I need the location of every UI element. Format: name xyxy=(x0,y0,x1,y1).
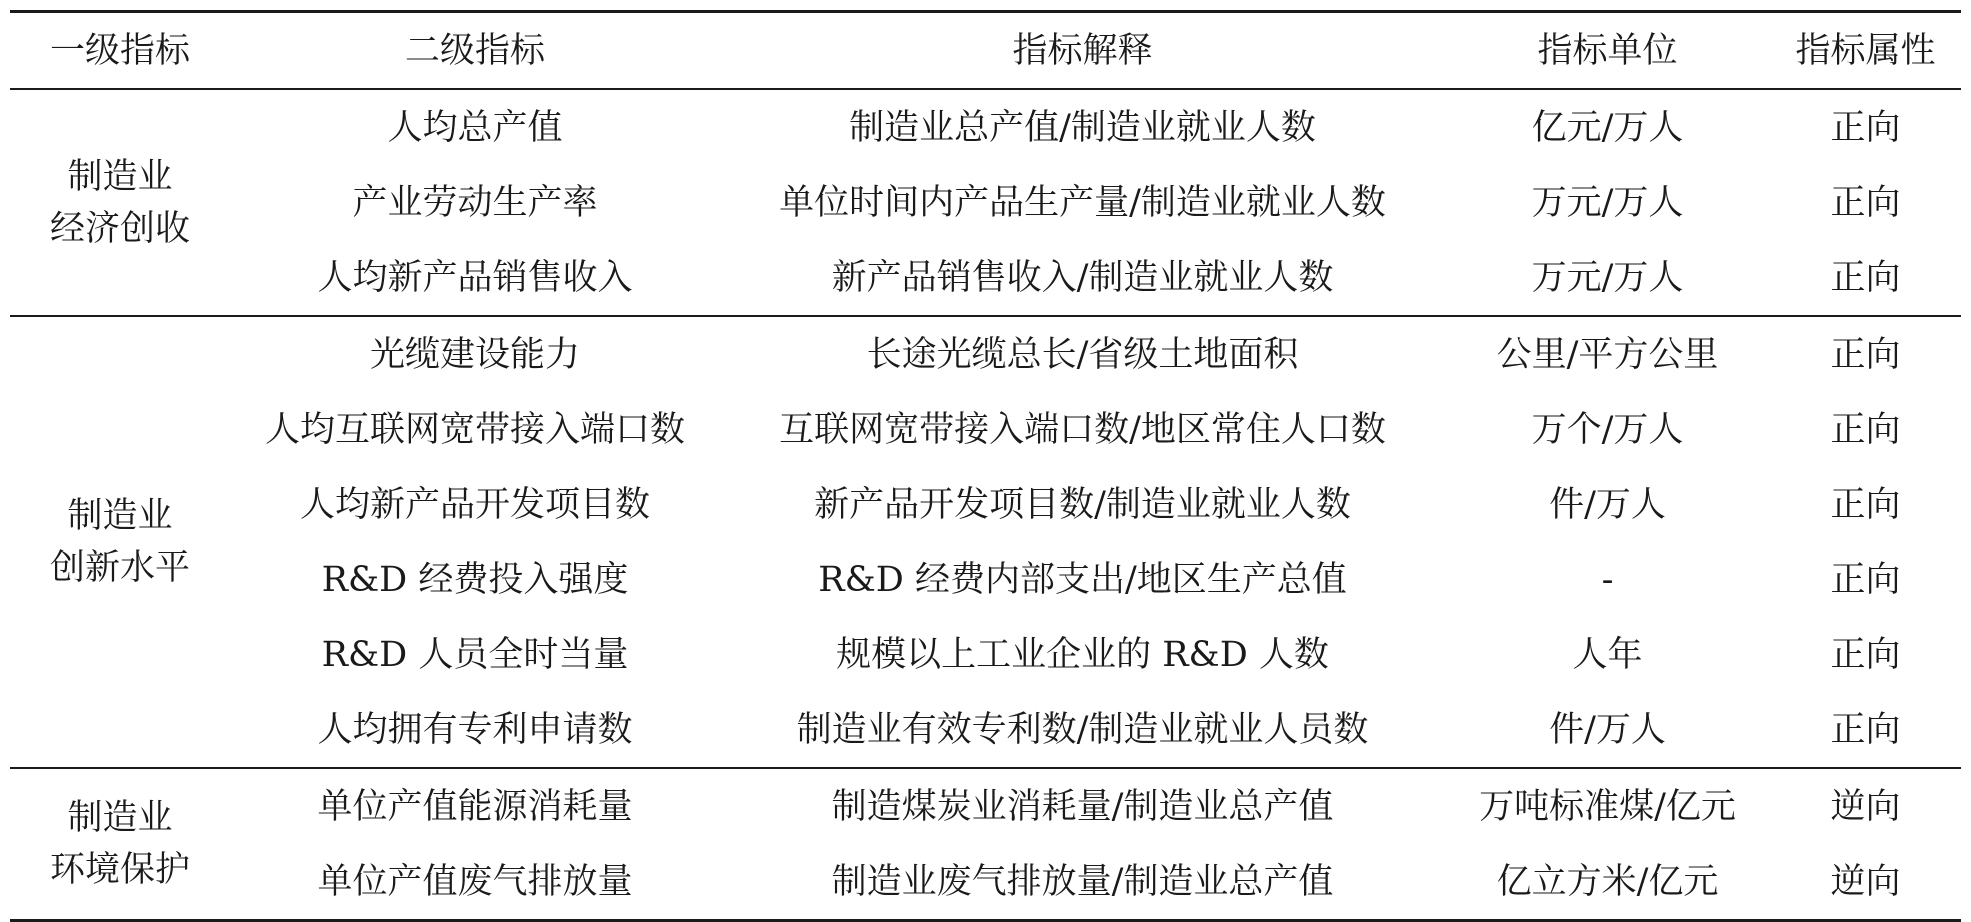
indicator-attribute: 正向 xyxy=(1830,409,1901,450)
group-label xyxy=(10,90,230,315)
indicator-name: R&D 人员全时当量 xyxy=(321,634,629,675)
table-header-row xyxy=(10,13,1961,90)
indicator-unit: 公里/平方公里 xyxy=(1496,334,1719,375)
table-row xyxy=(230,90,1961,165)
indicator-name: 产业劳动生产率 xyxy=(352,182,598,223)
indicator-unit: 万元/万人 xyxy=(1531,257,1684,298)
indicator-attribute: 正向 xyxy=(1830,334,1901,375)
group-economic-revenue xyxy=(10,90,1961,315)
indicator-explanation: 长途光缆总长/省级土地面积 xyxy=(866,334,1299,375)
indicator-attribute: 正向 xyxy=(1830,257,1901,298)
indicator-unit: 件/万人 xyxy=(1549,484,1666,525)
indicator-unit: 亿元/万人 xyxy=(1531,107,1684,148)
indicator-explanation: 单位时间内产品生产量/制造业就业人数 xyxy=(779,182,1386,223)
indicator-unit: - xyxy=(1601,559,1614,600)
indicator-table xyxy=(10,10,1961,922)
group-label-line: 创新水平 xyxy=(49,548,190,588)
header-level1: 一级指标 xyxy=(49,30,190,71)
indicator-attribute: 正向 xyxy=(1830,709,1901,750)
group-environmental-protection xyxy=(10,767,1961,919)
indicator-unit: 人年 xyxy=(1572,634,1643,675)
indicator-name: 人均新产品销售收入 xyxy=(317,257,633,298)
table-row xyxy=(230,240,1961,315)
indicator-name: 人均互联网宽带接入端口数 xyxy=(264,409,685,450)
table-row xyxy=(230,692,1961,767)
indicator-attribute: 正向 xyxy=(1830,107,1901,148)
group-label-line: 制造业 xyxy=(67,496,173,536)
header-attribute: 指标属性 xyxy=(1795,30,1936,71)
header-unit: 指标单位 xyxy=(1537,30,1678,71)
group-label-line: 制造业 xyxy=(67,798,173,838)
indicator-name: 人均总产值 xyxy=(387,107,563,148)
indicator-explanation: 新产品销售收入/制造业就业人数 xyxy=(831,257,1334,298)
indicator-name: 人均新产品开发项目数 xyxy=(299,484,650,525)
indicator-attribute: 正向 xyxy=(1830,484,1901,525)
indicator-name: 单位产值能源消耗量 xyxy=(317,786,633,827)
indicator-explanation: R&D 经费内部支出/地区生产总值 xyxy=(818,559,1347,600)
indicator-explanation: 制造业有效专利数/制造业就业人员数 xyxy=(796,709,1369,750)
table-row xyxy=(230,769,1961,844)
table-row xyxy=(230,467,1961,542)
table-row xyxy=(230,317,1961,392)
indicator-explanation: 制造业总产值/制造业就业人数 xyxy=(849,107,1316,148)
indicator-explanation: 规模以上工业企业的 R&D 人数 xyxy=(836,634,1329,675)
indicator-unit: 亿立方米/亿元 xyxy=(1496,861,1719,902)
indicator-attribute: 正向 xyxy=(1830,182,1901,223)
indicator-attribute: 正向 xyxy=(1830,634,1901,675)
indicator-explanation: 制造业废气排放量/制造业总产值 xyxy=(831,861,1334,902)
indicator-name: 单位产值废气排放量 xyxy=(317,861,633,902)
indicator-explanation: 互联网宽带接入端口数/地区常住人口数 xyxy=(779,409,1386,450)
group-label xyxy=(10,317,230,767)
indicator-attribute: 逆向 xyxy=(1830,861,1901,902)
table-row xyxy=(230,165,1961,240)
indicator-name: R&D 经费投入强度 xyxy=(321,559,629,600)
indicator-explanation: 新产品开发项目数/制造业就业人数 xyxy=(814,484,1351,525)
header-explanation: 指标解释 xyxy=(1012,30,1153,71)
table-row xyxy=(230,844,1961,919)
group-label-line: 制造业 xyxy=(67,156,173,197)
indicator-unit: 万个/万人 xyxy=(1531,409,1684,450)
table-row xyxy=(230,542,1961,617)
header-level2: 二级指标 xyxy=(404,30,545,71)
indicator-unit: 件/万人 xyxy=(1549,709,1666,750)
table-row xyxy=(230,392,1961,467)
indicator-unit: 万吨标准煤/亿元 xyxy=(1479,786,1736,827)
indicator-attribute: 正向 xyxy=(1830,559,1901,600)
indicator-name: 人均拥有专利申请数 xyxy=(317,709,633,750)
indicator-unit: 万元/万人 xyxy=(1531,182,1684,223)
group-innovation-level xyxy=(10,315,1961,767)
indicator-attribute: 逆向 xyxy=(1830,786,1901,827)
group-label-line: 环境保护 xyxy=(49,850,190,890)
indicator-name: 光缆建设能力 xyxy=(369,334,580,375)
table-row xyxy=(230,617,1961,692)
group-label-line: 经济创收 xyxy=(49,208,190,249)
indicator-explanation: 制造煤炭业消耗量/制造业总产值 xyxy=(831,786,1334,827)
group-label xyxy=(10,769,230,919)
